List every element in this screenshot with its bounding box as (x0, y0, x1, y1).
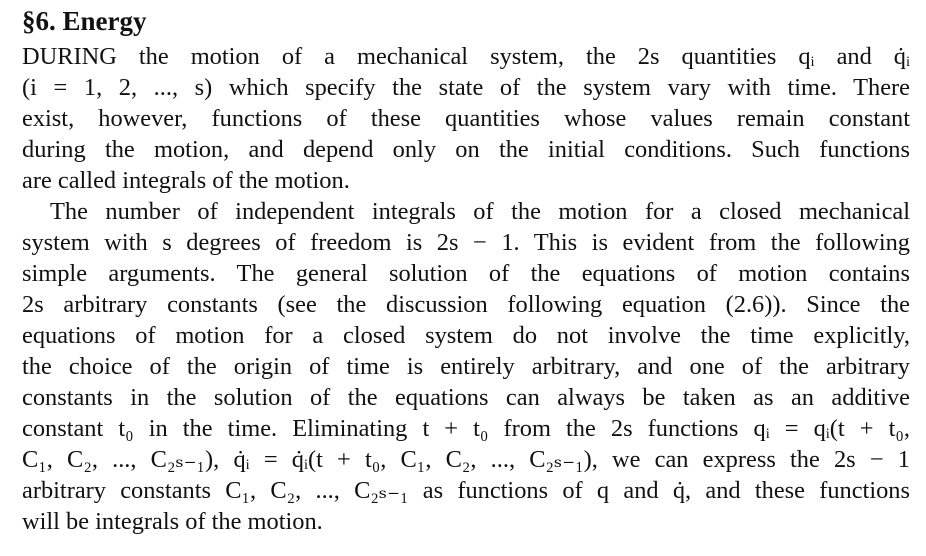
paragraph-1-line-4: during the motion, and depend only on the initial conditions. Such functions (22, 136, 910, 163)
document-page (22, 6, 910, 537)
paragraph-2-line-6: the choice of the origin of time is entirely arbitrary, and one of the arbitrary (22, 353, 910, 380)
paragraph-1-line-3: exist, however, functions of these quantities whose values remain constant (22, 105, 910, 132)
paragraph-2-line-5: equations of motion for a closed system do not involve the time explicitly, (22, 322, 910, 349)
paragraph-2 (22, 196, 910, 537)
paragraph-2-line-7: constants in the solution of the equations can always be taken as an additive (22, 384, 910, 411)
paragraph-2-line-8: constant t₀ in the time. Eliminating t + t₀ from the 2s functions qᵢ = qᵢ(t + t₀, (22, 415, 910, 442)
paragraph-2-line-2: system with s degrees of freedom is 2s − 1. This is evident from the following (22, 229, 910, 256)
paragraph-2-line-10: arbitrary constants C₁, C₂, ..., C₂ₛ₋₁ as functions of q and q̇, and these functions (22, 477, 910, 504)
paragraph-2-line-4: 2s arbitrary constants (see the discussion following equation (2.6)). Since the (22, 291, 910, 318)
paragraph-2-line-9: C₁, C₂, ..., C₂ₛ₋₁), q̇ᵢ = q̇ᵢ(t + t₀, C₁, C₂, ..., C₂ₛ₋₁), we can express the 2s − 1 (22, 446, 910, 473)
paragraph-2-line-11: will be integrals of the motion. (22, 508, 323, 535)
section-heading: §6. Energy (22, 6, 147, 36)
paragraph-2-line-1: The number of independent integrals of the motion for a closed mechanical (50, 198, 910, 225)
paragraph-1-line-2: (i = 1, 2, ..., s) which specify the state of the system vary with time. There (22, 74, 910, 101)
paragraph-1-line-1: DURING the motion of a mechanical system, the 2s quantities qᵢ and q̇ᵢ (22, 43, 910, 70)
paragraph-2-line-3: simple arguments. The general solution of the equations of motion contains (22, 260, 910, 287)
paragraph-1-line-5: are called integrals of the motion. (22, 167, 350, 194)
paragraph-1 (22, 41, 910, 196)
